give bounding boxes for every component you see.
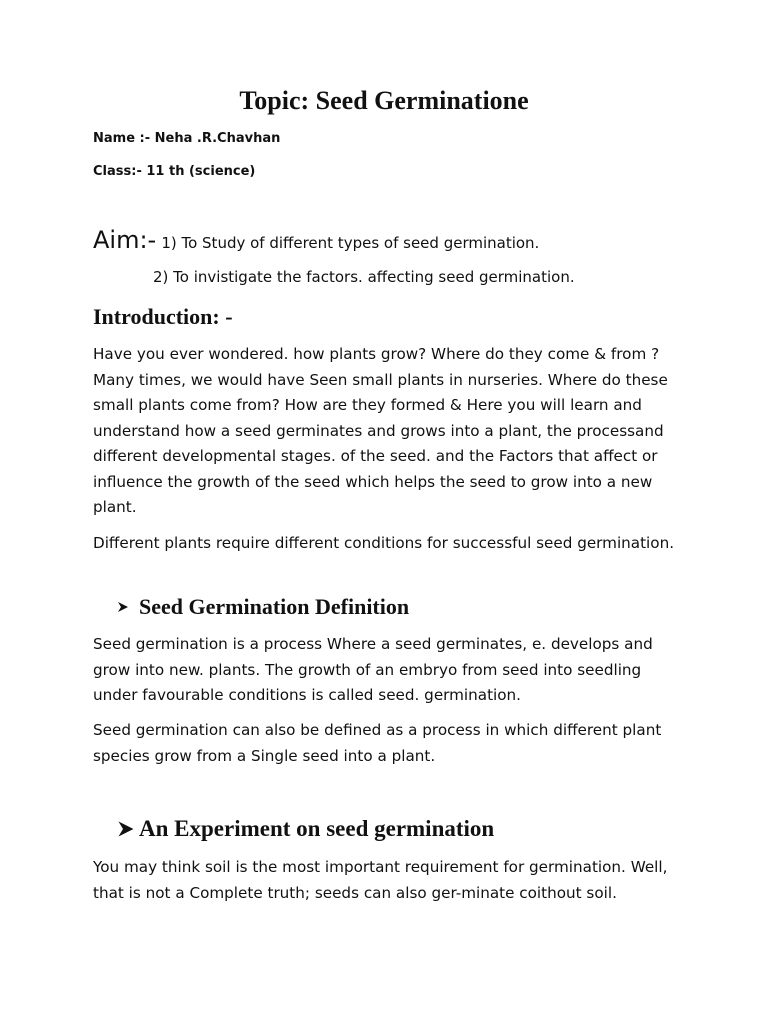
introduction-heading: Introduction: -: [93, 304, 233, 329]
experiment-heading-text: An Experiment on seed germination: [139, 816, 495, 841]
aim-point-2: 2) To invistigate the factors. affecting seed germination.: [153, 268, 575, 286]
introduction-paragraph-1: Have you ever wondered. how plants grow? Where do they come & from ? Many times, we would have Seen small plants in nurseries. Where do these small plants come from? How are they formed & Here you will learn and understand how a seed germinates and grows into a plant, the processand different developmental stages. of the seed. and the Factors that affect or influence the growth of the seed which helps the seed to grow into a new plant.: [93, 345, 668, 516]
definition-heading: [117, 594, 409, 620]
page-title: Topic: Seed Germinatione: [239, 86, 529, 115]
arrowhead-bullet-icon: [117, 820, 135, 838]
definition-heading-text: Seed Germination Definition: [139, 594, 410, 619]
aim-line-1: [93, 226, 539, 254]
definition-paragraph-1: Seed germination is a process Where a seed germinates, e. develops and grow into new. plants. The growth of an embryo from seed into seedling under favourable conditions is called seed. germination.: [93, 635, 653, 704]
student-class: Class:- 11 th (science): [93, 164, 256, 179]
aim-label: Aim:-: [93, 226, 157, 254]
experiment-heading: [117, 816, 494, 842]
student-name: Name :- Neha .R.Chavhan: [93, 131, 281, 146]
introduction-paragraph-2: Different plants require different conditions for successful seed germination.: [93, 534, 675, 552]
experiment-paragraph-1: You may think soil is the most important requirement for germination. Well, that is not a Complete truth; seeds can also ger-minate coithout soil.: [93, 858, 668, 902]
aim-point-1: 1) To Study of different types of seed germination.: [161, 234, 540, 252]
arrowhead-bullet-icon: [117, 601, 129, 613]
definition-paragraph-2: Seed germination can also be defined as a process in which different plant species grow from a Single seed into a plant.: [93, 721, 662, 765]
